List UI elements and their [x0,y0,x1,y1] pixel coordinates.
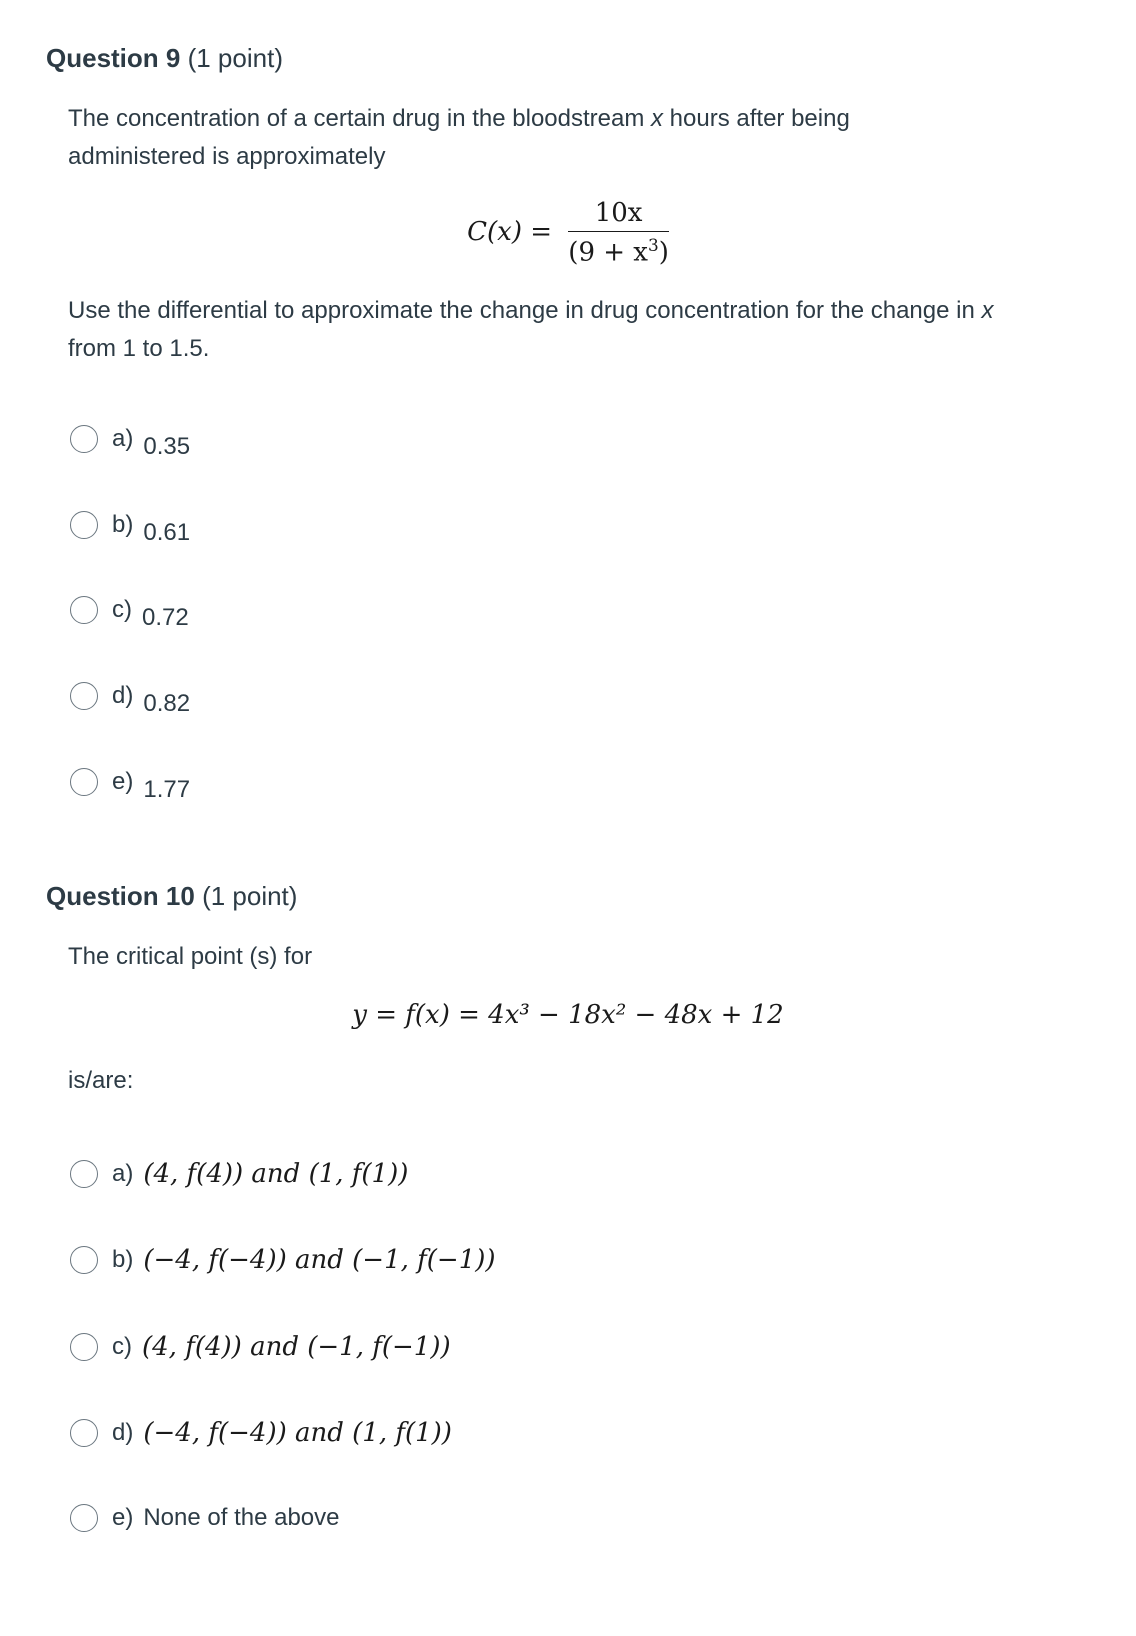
question-9-label: Question 9 [46,43,181,73]
q9-option-a[interactable]: a) 0.35 [70,425,190,453]
question-10-points: (1 point) [202,881,298,911]
question-10-title [46,880,1106,912]
radio-button[interactable] [70,1246,98,1274]
radio-button[interactable] [70,1504,98,1532]
q10-option-e[interactable]: e) None of the above [70,1504,340,1532]
prompt-text-b: hours after being administered is approximately [68,105,850,170]
instruction-text-b: from 1 to 1.5. [68,335,210,362]
formula-denominator: $(9 + x^3)$ [568,235,669,268]
q10-option-d[interactable]: d) (−4, f(−4)) and (1, f(1)) [70,1418,452,1448]
question-9-instruction [46,292,1106,368]
q9-option-e[interactable]: e) 1.77 [70,768,190,796]
radio-button[interactable] [70,1333,98,1361]
radio-button[interactable] [70,511,98,539]
radio-button[interactable] [70,682,98,710]
formula-numerator: 10x [568,198,669,232]
q9-option-b[interactable]: b) 0.61 [70,511,190,539]
prompt-var: x [651,105,664,132]
radio-button[interactable] [70,768,98,796]
q10-option-c[interactable]: c) (4, f(4)) and (−1, f(−1)) [70,1332,451,1362]
question-10-prompt: The critical point (s) for [68,943,313,970]
formula-f: y = f(x) = 4x³ − 18x² − 48x + 12 [352,1000,784,1030]
formula-c [0,198,1136,268]
question-9 [46,42,1106,74]
radio-button[interactable] [70,1160,98,1188]
instruction-var: x [981,297,994,324]
question-9-prompt [46,100,1106,176]
question-9-points: (1 point) [187,43,283,73]
radio-button[interactable] [70,1419,98,1447]
prompt-text-a: The concentration of a certain drug in the bloodstream [68,105,652,132]
q10-option-b[interactable]: b) (−4, f(−4)) and (−1, f(−1)) [70,1245,496,1275]
q10-option-a[interactable]: a) (4, f(4)) and (1, f(1)) [70,1159,408,1189]
question-10-after: is/are: [68,1067,134,1094]
q9-option-d[interactable]: d) 0.82 [70,682,190,710]
radio-button[interactable] [70,596,98,624]
question-10-label: Question 10 [46,881,195,911]
formula-lhs: C(x) = [467,216,553,247]
radio-button[interactable] [70,425,98,453]
question-10 [46,880,1106,912]
question-9-title [46,42,1106,74]
instruction-text-a: Use the differential to approximate the change in drug concentration for the change in [68,297,982,324]
q9-option-c[interactable]: c) 0.72 [70,596,189,624]
